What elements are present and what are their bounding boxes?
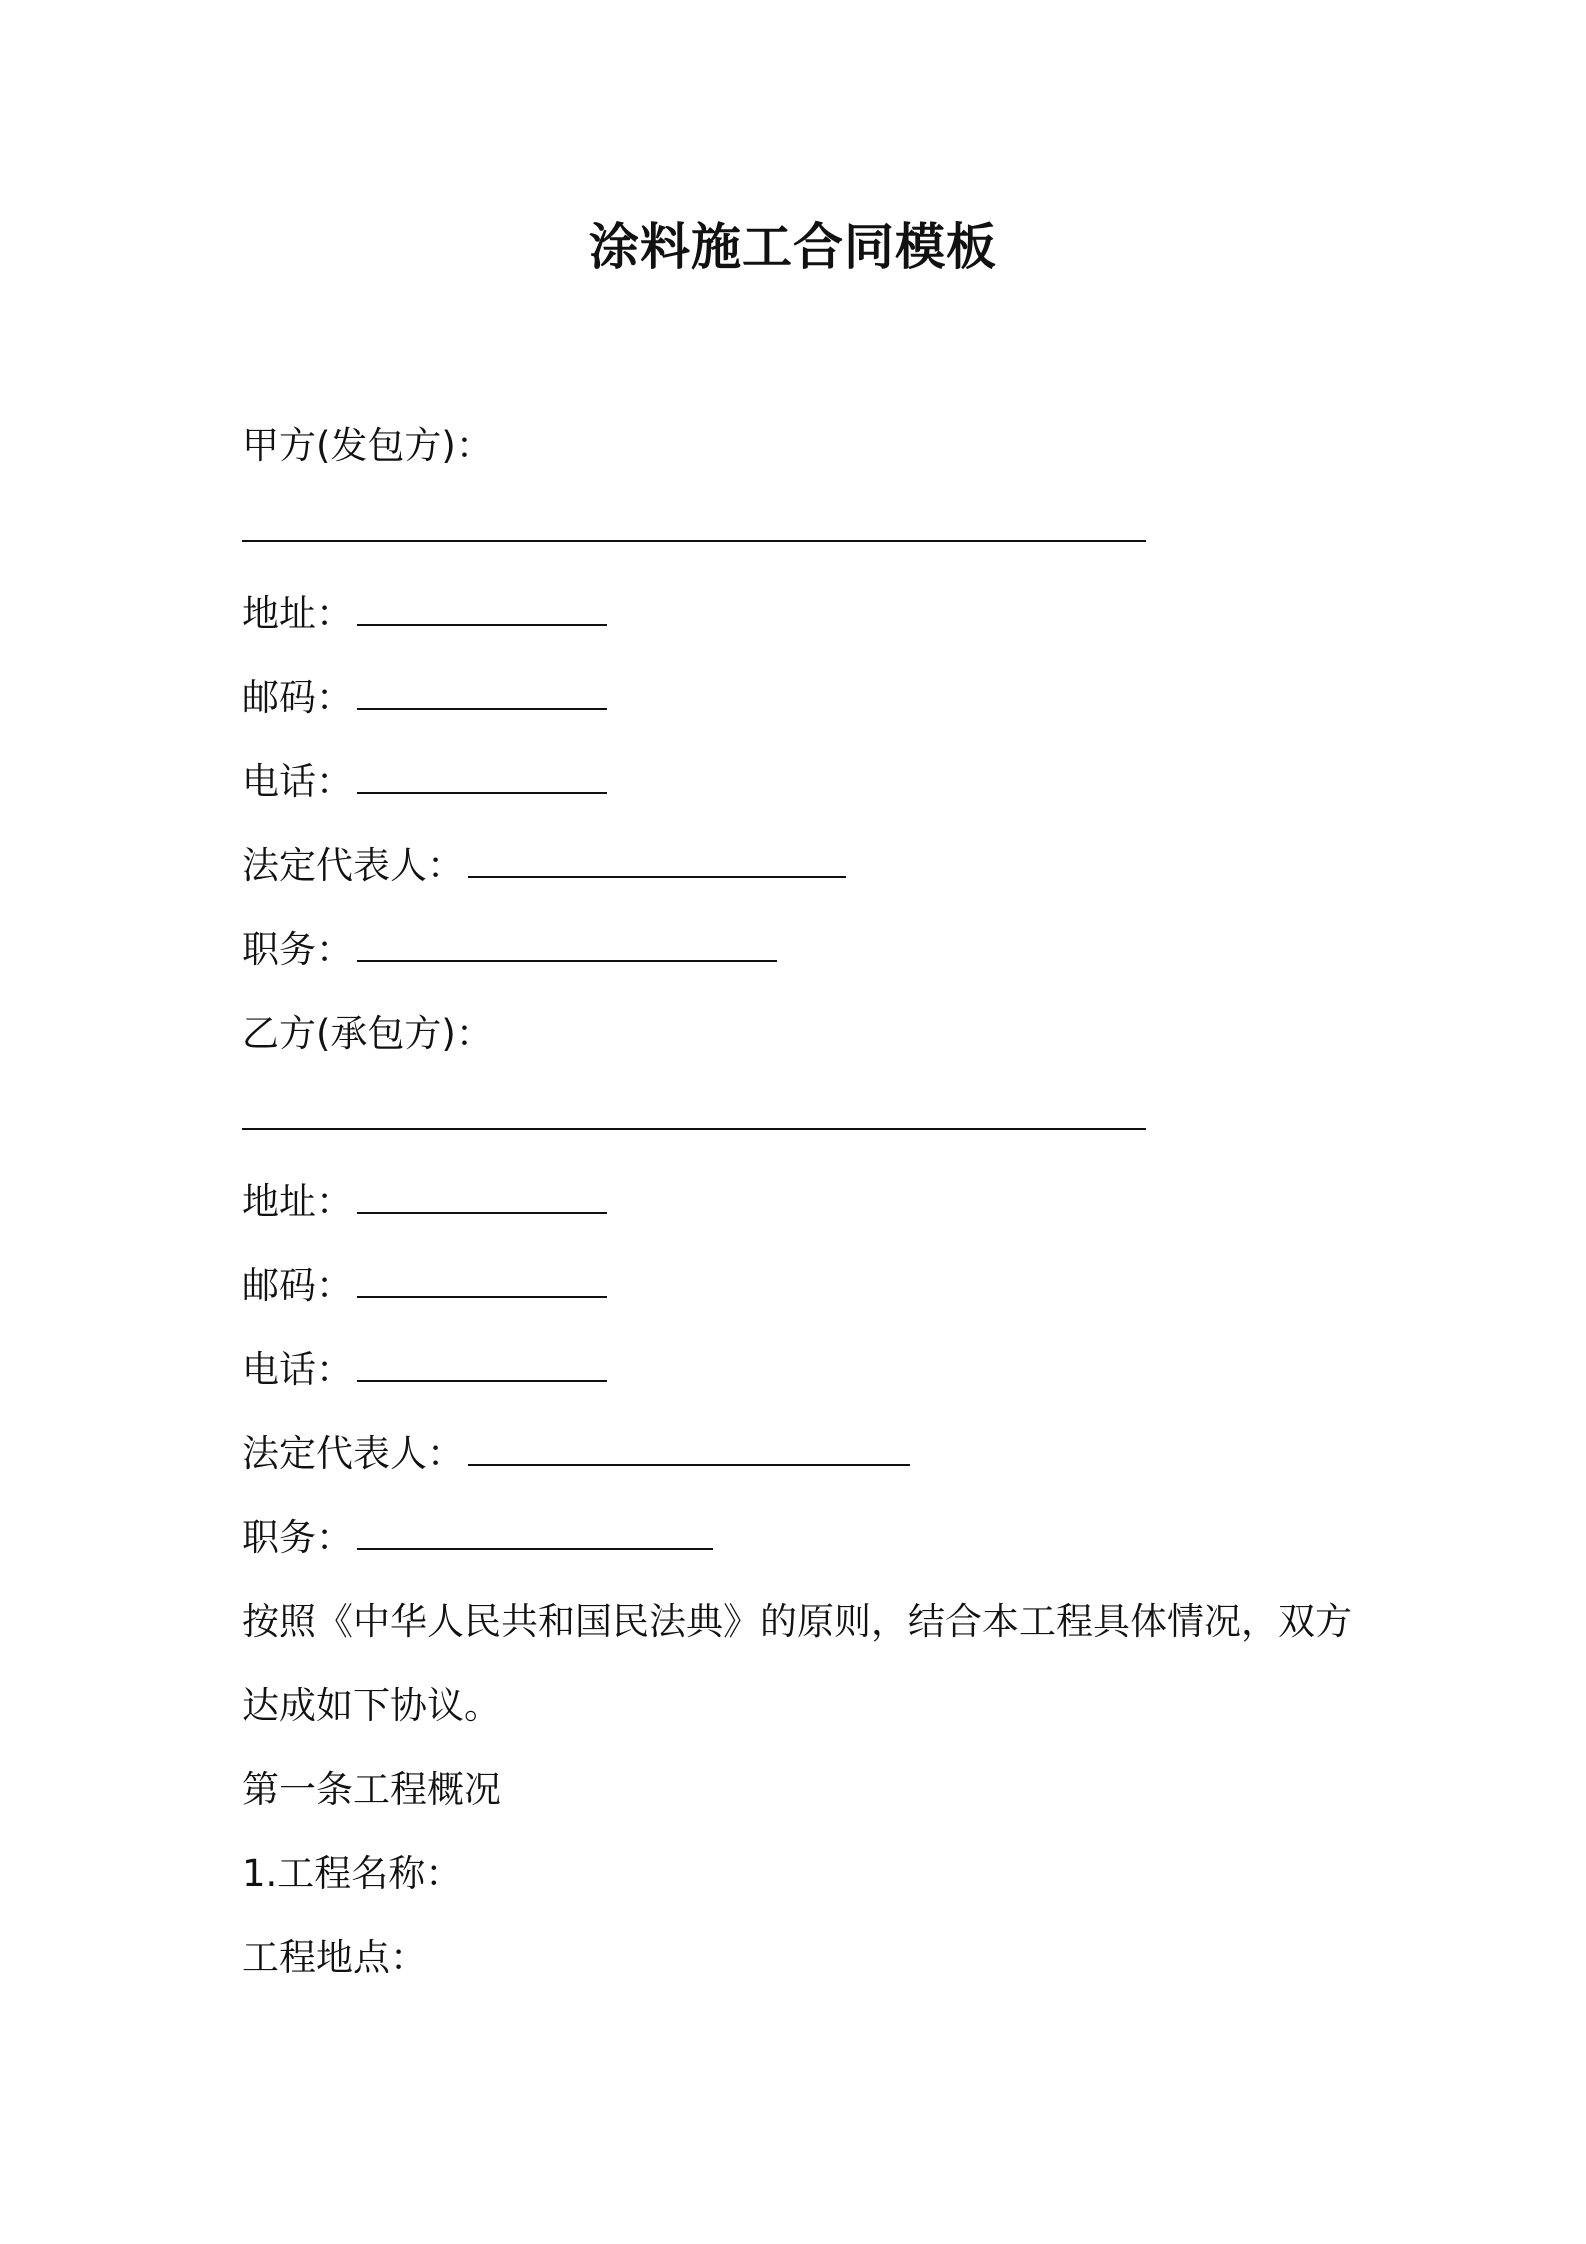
party-a-position-row: [242, 908, 1362, 992]
party-a-phone-row: [242, 740, 1362, 824]
party-a-postcode-label: 邮码：: [242, 676, 353, 719]
party-a-heading: [242, 404, 1362, 488]
party-b-legal-rep-blank[interactable]: [468, 1434, 910, 1466]
party-a-name-blank[interactable]: [242, 510, 1146, 542]
document-title: 涂料施工合同模板: [589, 218, 997, 276]
party-a-phone-label: 电话：: [242, 760, 353, 803]
party-b-name-blank[interactable]: [242, 1098, 1146, 1130]
party-a-legal-rep-row: [242, 824, 1362, 908]
party-b-legal-rep-label: 法定代表人：: [242, 1432, 464, 1475]
party-b-name-blank-line: [242, 1076, 1362, 1160]
party-b-heading: [242, 992, 1362, 1076]
party-a-address-row: [242, 572, 1362, 656]
party-a-postcode-row: [242, 656, 1362, 740]
party-a-legal-rep-blank[interactable]: [468, 846, 846, 878]
party-b-address-row: [242, 1160, 1362, 1244]
party-b-heading-label: 乙方(承包方)：: [242, 1012, 493, 1055]
party-b-address-blank[interactable]: [357, 1182, 607, 1214]
party-b-position-row: [242, 1496, 1362, 1580]
contract-body: [242, 404, 1362, 2000]
party-b-position-label: 职务：: [242, 1516, 353, 1559]
project-location-label: 工程地点：: [242, 1936, 427, 1979]
party-b-postcode-blank[interactable]: [357, 1266, 607, 1298]
party-a-postcode-blank[interactable]: [357, 678, 607, 710]
party-a-name-blank-line: [242, 488, 1362, 572]
party-a-address-label: 地址：: [242, 592, 353, 635]
agreement-line-2: 达成如下协议。: [242, 1684, 501, 1727]
party-a-address-blank[interactable]: [357, 594, 607, 626]
party-b-phone-row: [242, 1328, 1362, 1412]
agreement-line-1: 按照《中华人民共和国民法典》的原则，结合本工程具体情况，双方: [242, 1600, 1352, 1643]
party-b-phone-label: 电话：: [242, 1348, 353, 1391]
article-1-heading: 第一条工程概况: [242, 1768, 501, 1811]
party-a-legal-rep-label: 法定代表人：: [242, 844, 464, 887]
party-b-legal-rep-row: [242, 1412, 1362, 1496]
party-a-position-blank[interactable]: [357, 930, 777, 962]
party-a-heading-label: 甲方(发包方)：: [242, 424, 493, 467]
party-b-address-label: 地址：: [242, 1180, 353, 1223]
party-a-phone-blank[interactable]: [357, 762, 607, 794]
party-b-phone-blank[interactable]: [357, 1350, 607, 1382]
party-b-position-blank[interactable]: [357, 1518, 713, 1550]
party-b-postcode-label: 邮码：: [242, 1264, 353, 1307]
party-a-position-label: 职务：: [242, 928, 353, 971]
party-b-postcode-row: [242, 1244, 1362, 1328]
project-name-label: 1.工程名称：: [242, 1852, 463, 1895]
